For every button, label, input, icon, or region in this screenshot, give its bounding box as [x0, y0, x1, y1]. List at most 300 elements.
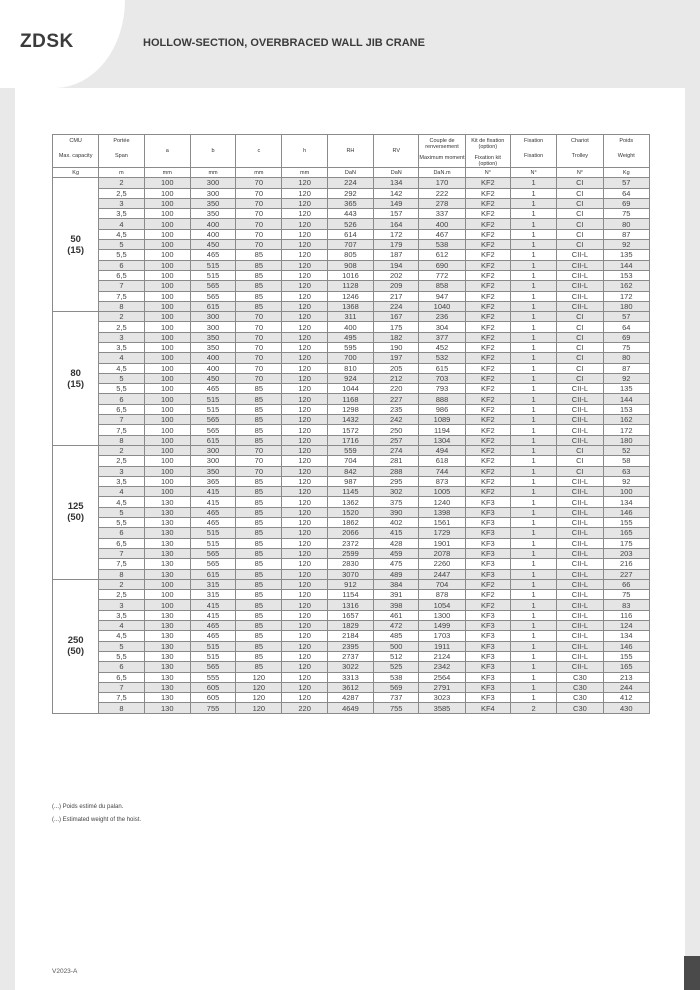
table-cell: 1194 [419, 425, 465, 435]
table-row [53, 415, 650, 425]
table-cell: 100 [144, 445, 190, 455]
table-cell: KF2 [465, 445, 510, 455]
table-row [53, 703, 650, 713]
table-cell: 170 [419, 178, 465, 188]
header-weight: Poids Weight [603, 135, 649, 168]
table-cell: KF3 [465, 631, 510, 641]
table-cell: 120 [282, 322, 327, 332]
table-cell: KF3 [465, 682, 510, 692]
table-row [53, 672, 650, 682]
table-cell: 515 [190, 641, 235, 651]
table-cell: KF4 [465, 703, 510, 713]
table-cell: C30 [557, 682, 603, 692]
table-row [53, 363, 650, 373]
table-cell: 179 [374, 240, 419, 250]
table-cell: 450 [190, 240, 235, 250]
table-cell: CII-L [557, 291, 603, 301]
table-cell: 1 [510, 260, 556, 270]
table-cell: 3 [99, 466, 144, 476]
table-cell: KF2 [465, 312, 510, 322]
table-cell: 100 [144, 373, 190, 383]
table-cell: 70 [236, 363, 282, 373]
table-cell: 100 [144, 343, 190, 353]
table-cell: 85 [236, 621, 282, 631]
table-cell: 100 [144, 435, 190, 445]
table-row [53, 178, 650, 188]
table-cell: 4,5 [99, 631, 144, 641]
capacity-cell [53, 312, 99, 446]
table-cell: 70 [236, 209, 282, 219]
table-cell: CII-L [557, 301, 603, 311]
table-cell: 100 [144, 312, 190, 322]
table-cell: 120 [282, 332, 327, 342]
table-cell: 135 [603, 384, 649, 394]
table-cell: 304 [419, 322, 465, 332]
table-cell: KF2 [465, 198, 510, 208]
table-cell: 120 [282, 435, 327, 445]
header-rh: RH [327, 135, 373, 168]
table-cell: CII-L [557, 569, 603, 579]
table-cell: 130 [144, 672, 190, 682]
table-cell: 1 [510, 435, 556, 445]
table-cell: 538 [374, 672, 419, 682]
table-cell: 873 [419, 476, 465, 486]
table-cell: 3313 [327, 672, 373, 682]
table-cell: 120 [282, 672, 327, 682]
table-cell: 1 [510, 229, 556, 239]
table-cell: 146 [603, 507, 649, 517]
table-cell: 85 [236, 281, 282, 291]
table-cell: CII-L [557, 641, 603, 651]
table-cell: 1 [510, 651, 556, 661]
table-cell: 1398 [419, 507, 465, 517]
footnote-fr: (...) Poids estimé du palan. [52, 804, 124, 810]
table-cell: 2184 [327, 631, 373, 641]
table-cell: 120 [282, 641, 327, 651]
table-cell: KF2 [465, 353, 510, 363]
capacity-value: 50 [70, 233, 81, 245]
table-cell: 83 [603, 600, 649, 610]
table-cell: 1 [510, 332, 556, 342]
table-row [53, 497, 650, 507]
table-cell: 515 [190, 651, 235, 661]
table-cell: 236 [419, 312, 465, 322]
table-cell: CII-L [557, 415, 603, 425]
table-cell: 100 [144, 270, 190, 280]
table-cell: CII-L [557, 435, 603, 445]
table-cell: 878 [419, 590, 465, 600]
table-row [53, 507, 650, 517]
unit-cell: Kg [603, 168, 649, 178]
table-cell: 1703 [419, 631, 465, 641]
table-cell: 1 [510, 301, 556, 311]
table-cell: 2 [99, 579, 144, 589]
table-cell: 120 [282, 518, 327, 528]
table-cell: 1154 [327, 590, 373, 600]
table-cell: 703 [419, 373, 465, 383]
table-cell: 120 [282, 343, 327, 353]
table-cell: 1145 [327, 487, 373, 497]
table-row [53, 456, 650, 466]
table-cell: 3,5 [99, 209, 144, 219]
header-a: a [144, 135, 190, 168]
table-cell: 400 [190, 363, 235, 373]
table-row [53, 487, 650, 497]
table-cell: 415 [190, 497, 235, 507]
table-cell: 704 [419, 579, 465, 589]
table-cell: 4,5 [99, 497, 144, 507]
table-cell: CII-L [557, 651, 603, 661]
table-cell: CI [557, 363, 603, 373]
table-cell: 120 [282, 312, 327, 322]
unit-cell: mm [190, 168, 235, 178]
page-title: HOLLOW-SECTION, OVERBRACED WALL JIB CRANE [143, 37, 425, 49]
table-cell: 5 [99, 240, 144, 250]
table-cell: 924 [327, 373, 373, 383]
table-cell: 515 [190, 528, 235, 538]
table-cell: 100 [144, 178, 190, 188]
header-fixation: Fixation Fixation [510, 135, 556, 168]
table-cell: 85 [236, 487, 282, 497]
table-cell: KF3 [465, 610, 510, 620]
table-cell: 100 [144, 260, 190, 270]
table-cell: 172 [603, 291, 649, 301]
table-cell: 465 [190, 621, 235, 631]
table-cell: 120 [282, 497, 327, 507]
table-cell: 216 [603, 559, 649, 569]
table-cell: 100 [144, 332, 190, 342]
table-cell: CII-L [557, 250, 603, 260]
table-cell: 2260 [419, 559, 465, 569]
table-cell: 391 [374, 590, 419, 600]
table-cell: 1 [510, 209, 556, 219]
table-cell: 120 [282, 425, 327, 435]
capacity-cell [53, 579, 99, 713]
table-cell: 120 [282, 415, 327, 425]
table-cell: 4,5 [99, 229, 144, 239]
table-cell: 4 [99, 219, 144, 229]
table-cell: 130 [144, 538, 190, 548]
table-cell: KF2 [465, 178, 510, 188]
table-cell: 3022 [327, 662, 373, 672]
table-cell: KF2 [465, 487, 510, 497]
table-cell: 120 [282, 270, 327, 280]
table-cell: 85 [236, 518, 282, 528]
table-cell: 70 [236, 445, 282, 455]
table-cell: 120 [282, 548, 327, 558]
table-cell: 217 [374, 291, 419, 301]
page-header [0, 0, 700, 88]
table-cell: 1 [510, 270, 556, 280]
table-cell: 5 [99, 641, 144, 651]
table-cell: 690 [419, 260, 465, 270]
table-cell: 120 [282, 610, 327, 620]
table-cell: 415 [190, 610, 235, 620]
table-cell: 153 [603, 404, 649, 414]
table-cell: 92 [603, 373, 649, 383]
table-cell: 512 [374, 651, 419, 661]
table-cell: 618 [419, 456, 465, 466]
table-cell: 467 [419, 229, 465, 239]
table-cell: 565 [190, 415, 235, 425]
table-cell: 1 [510, 198, 556, 208]
table-cell: 1 [510, 456, 556, 466]
table-cell: 85 [236, 631, 282, 641]
table-cell: 1729 [419, 528, 465, 538]
table-cell: CI [557, 456, 603, 466]
table-row [53, 384, 650, 394]
table-cell: 428 [374, 538, 419, 548]
table-cell: 100 [144, 301, 190, 311]
table-cell: 300 [190, 178, 235, 188]
table-cell: 300 [190, 188, 235, 198]
table-cell: 7,5 [99, 425, 144, 435]
table-cell: 300 [190, 456, 235, 466]
product-code: ZDSK [20, 31, 74, 52]
table-cell: 365 [327, 198, 373, 208]
table-cell: 2066 [327, 528, 373, 538]
table-cell: 227 [603, 569, 649, 579]
table-cell: CII-L [557, 487, 603, 497]
table-cell: 615 [419, 363, 465, 373]
table-cell: 70 [236, 373, 282, 383]
table-cell: 1362 [327, 497, 373, 507]
header-b: b [190, 135, 235, 168]
table-cell: 1 [510, 466, 556, 476]
table-cell: CII-L [557, 528, 603, 538]
table-cell: 3 [99, 332, 144, 342]
table-cell: 135 [603, 250, 649, 260]
table-cell: CI [557, 219, 603, 229]
table-cell: 415 [374, 528, 419, 538]
table-cell: 167 [374, 312, 419, 322]
table-cell: 1005 [419, 487, 465, 497]
table-cell: 120 [282, 651, 327, 661]
table-cell: KF2 [465, 425, 510, 435]
table-cell: 85 [236, 590, 282, 600]
table-cell: 1 [510, 548, 556, 558]
table-cell: KF3 [465, 507, 510, 517]
table-cell: 858 [419, 281, 465, 291]
table-cell: 700 [327, 353, 373, 363]
table-cell: 281 [374, 456, 419, 466]
table-cell: 120 [282, 250, 327, 260]
table-cell: CII-L [557, 662, 603, 672]
table-cell: 1 [510, 312, 556, 322]
table-cell: 8 [99, 301, 144, 311]
table-cell: CI [557, 373, 603, 383]
table-cell: 7 [99, 548, 144, 558]
table-cell: 120 [282, 693, 327, 703]
table-cell: CI [557, 353, 603, 363]
table-cell: 1246 [327, 291, 373, 301]
table-cell: 220 [374, 384, 419, 394]
table-cell: 1 [510, 600, 556, 610]
table-cell: 130 [144, 497, 190, 507]
table-cell: KF3 [465, 569, 510, 579]
table-row [53, 260, 650, 270]
table-cell: KF2 [465, 363, 510, 373]
table-cell: 120 [282, 487, 327, 497]
unit-cell: N° [557, 168, 603, 178]
table-cell: 1 [510, 507, 556, 517]
table-cell: 203 [603, 548, 649, 558]
table-cell: 400 [190, 219, 235, 229]
table-cell: 155 [603, 518, 649, 528]
table-cell: 120 [282, 456, 327, 466]
table-cell: KF2 [465, 373, 510, 383]
table-cell: 755 [190, 703, 235, 713]
table-cell: 100 [144, 209, 190, 219]
table-cell: 66 [603, 579, 649, 589]
table-cell: 1 [510, 188, 556, 198]
table-cell: 120 [282, 219, 327, 229]
table-cell: CII-L [557, 394, 603, 404]
table-cell: 614 [327, 229, 373, 239]
table-cell: 4287 [327, 693, 373, 703]
table-cell: KF2 [465, 229, 510, 239]
table-row [53, 425, 650, 435]
table-cell: 6 [99, 260, 144, 270]
table-cell: 130 [144, 610, 190, 620]
table-cell: 175 [374, 322, 419, 332]
table-cell: 130 [144, 559, 190, 569]
table-cell: 2791 [419, 682, 465, 692]
table-cell: 235 [374, 404, 419, 414]
table-cell: KF3 [465, 693, 510, 703]
table-cell: 415 [190, 487, 235, 497]
table-cell: 1368 [327, 301, 373, 311]
table-cell: 70 [236, 229, 282, 239]
table-cell: 1128 [327, 281, 373, 291]
table-cell: 1 [510, 384, 556, 394]
table-row [53, 579, 650, 589]
table-cell: KF2 [465, 600, 510, 610]
table-cell: 222 [419, 188, 465, 198]
table-cell: 1 [510, 590, 556, 600]
table-cell: 162 [603, 415, 649, 425]
table-cell: KF2 [465, 415, 510, 425]
table-cell: 5,5 [99, 250, 144, 260]
table-cell: KF2 [465, 579, 510, 589]
table-cell: 85 [236, 260, 282, 270]
table-cell: 100 [144, 415, 190, 425]
table-row [53, 332, 650, 342]
table-cell: 6 [99, 662, 144, 672]
table-cell: 565 [190, 559, 235, 569]
table-cell: 120 [282, 291, 327, 301]
table-cell: 120 [282, 631, 327, 641]
table-cell: 2 [99, 178, 144, 188]
table-row [53, 373, 650, 383]
table-cell: 2342 [419, 662, 465, 672]
table-cell: 707 [327, 240, 373, 250]
table-row [53, 538, 650, 548]
table-cell: 5,5 [99, 384, 144, 394]
table-cell: 120 [282, 476, 327, 486]
table-cell: 4 [99, 353, 144, 363]
table-cell: 6,5 [99, 270, 144, 280]
table-cell: 1316 [327, 600, 373, 610]
table-row [53, 229, 650, 239]
table-cell: 612 [419, 250, 465, 260]
table-cell: KF2 [465, 322, 510, 332]
table-cell: 1 [510, 240, 556, 250]
table-cell: 2599 [327, 548, 373, 558]
table-cell: 85 [236, 404, 282, 414]
header-rv: RV [374, 135, 419, 168]
table-cell: 538 [419, 240, 465, 250]
table-cell: 274 [374, 445, 419, 455]
table-cell: KF2 [465, 404, 510, 414]
table-cell: 337 [419, 209, 465, 219]
table-cell: 87 [603, 229, 649, 239]
table-cell: 57 [603, 178, 649, 188]
table-cell: KF2 [465, 250, 510, 260]
table-cell: KF2 [465, 332, 510, 342]
table-cell: 402 [374, 518, 419, 528]
table-cell: 1016 [327, 270, 373, 280]
table-cell: KF2 [465, 209, 510, 219]
header-moment: Couple de renversement Maximum moment [419, 135, 465, 168]
table-cell: 165 [603, 528, 649, 538]
table-cell: 461 [374, 610, 419, 620]
table-cell: 172 [374, 229, 419, 239]
table-cell: 120 [282, 600, 327, 610]
table-cell: 452 [419, 343, 465, 353]
table-cell: 92 [603, 240, 649, 250]
table-cell: 300 [190, 312, 235, 322]
table-cell: KF2 [465, 466, 510, 476]
table-cell: 1 [510, 250, 556, 260]
table-cell: 908 [327, 260, 373, 270]
table-cell: 70 [236, 332, 282, 342]
table-cell: C30 [557, 693, 603, 703]
table-cell: 1 [510, 487, 556, 497]
left-margin-bar [0, 88, 15, 990]
unit-cell: N° [510, 168, 556, 178]
table-cell: KF3 [465, 497, 510, 507]
table-cell: 92 [603, 476, 649, 486]
table-cell: 197 [374, 353, 419, 363]
table-cell: 515 [190, 260, 235, 270]
table-cell: KF2 [465, 281, 510, 291]
table-cell: 2372 [327, 538, 373, 548]
table-cell: 475 [374, 559, 419, 569]
table-cell: 300 [190, 322, 235, 332]
table-cell: 615 [190, 435, 235, 445]
table-cell: 1 [510, 373, 556, 383]
table-cell: CII-L [557, 610, 603, 620]
hoist-weight-value: (50) [67, 646, 85, 658]
table-cell: 450 [190, 373, 235, 383]
unit-cell: mm [282, 168, 327, 178]
table-cell: 615 [190, 301, 235, 311]
table-cell: 1089 [419, 415, 465, 425]
table-cell: 1 [510, 476, 556, 486]
table-row [53, 590, 650, 600]
table-cell: 565 [190, 548, 235, 558]
table-cell: CII-L [557, 476, 603, 486]
table-cell: 1716 [327, 435, 373, 445]
hoist-weight-value: (15) [67, 244, 85, 256]
table-cell: 1 [510, 641, 556, 651]
table-cell: 1044 [327, 384, 373, 394]
specification-table [52, 134, 650, 714]
table-cell: 1499 [419, 621, 465, 631]
table-row [53, 621, 650, 631]
table-cell: 489 [374, 569, 419, 579]
